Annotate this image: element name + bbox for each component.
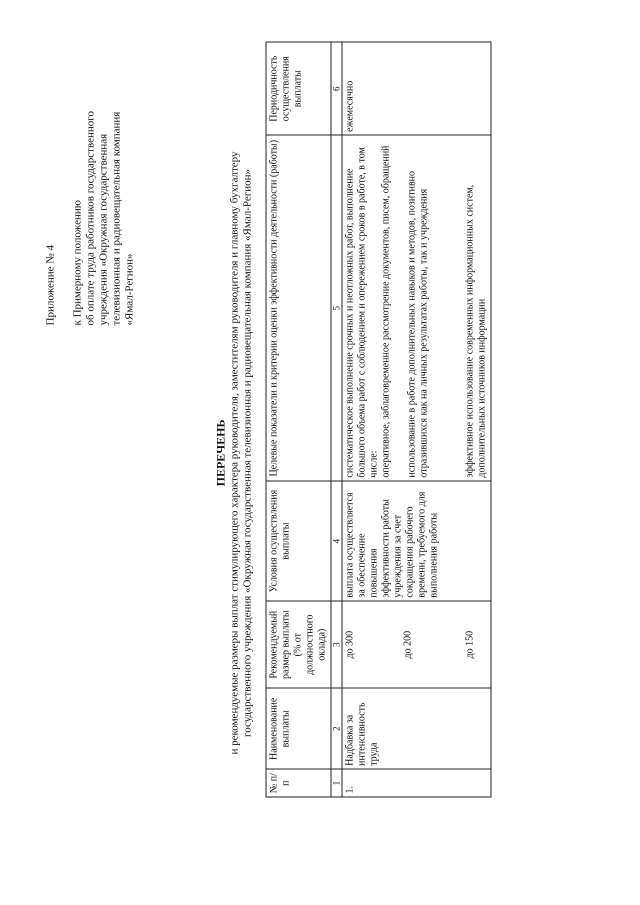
column-number: 3 — [331, 601, 342, 688]
header-criteria: Целевые показатели и критерии оценки эффективности деятельности (работы) — [266, 135, 331, 481]
column-number: 5 — [331, 135, 342, 481]
criteria-item: использование в работе дополнительных навыков и методов, позитивно отразившихся как на личных результатах работы, так и учреждения — [406, 170, 429, 478]
document-subtitle-line-2: государственного учреждения «Окружная государственная телевизионная и радиовещательная компания «Ямал-Регион» — [241, 168, 253, 737]
document-subtitle-line-1: и рекомендуемые размеры выплат стимулирующего характера руководителя, заместителям руководителя и главному бухгалтеру — [228, 151, 240, 754]
appendix-line: об оплате труда работников государственного — [84, 110, 96, 325]
appendix-line: к Примерному положению — [71, 199, 83, 325]
column-number: 4 — [331, 481, 342, 601]
appendix-line: «Ямал-Регион» — [123, 253, 135, 325]
column-number: 2 — [331, 688, 342, 769]
criteria-item: оперативное, заблаговременное рассмотрение документов, писем, обращений — [380, 144, 391, 478]
table-row — [342, 42, 491, 797]
row-payment-name: Надбавка за интенсивность труда — [342, 688, 491, 769]
payments-table — [265, 41, 491, 797]
appendix-line: учреждения «Окружная государственная — [97, 133, 109, 325]
document-heading — [213, 0, 254, 905]
criteria-item: систематическое выполнение срочных и неотложных работ, выполнение большого объема работ с соблюдением и опережением сроков в работе, в том числе: — [344, 146, 379, 478]
row-criteria — [342, 135, 491, 481]
appendix-block — [44, 25, 136, 325]
table-header-row — [266, 42, 331, 797]
header-number: № п/п — [266, 769, 331, 797]
header-periodicity: Периодичность осуществления выплаты — [266, 42, 331, 135]
row-payment-sizes — [342, 601, 491, 688]
header-payment-size: Рекомендуемый размер выплаты (% от должностного оклада) — [266, 601, 331, 688]
size-value: до 200 — [402, 630, 413, 658]
header-payment-name: Наименование выплаты — [266, 688, 331, 769]
appendix-title: Приложение № 4 — [44, 244, 56, 325]
size-value: до 150 — [464, 630, 475, 658]
row-periodicity: ежемесячно — [342, 42, 491, 135]
row-conditions: выплата осуществляется за обеспечение повышения эффективности работы учреждения за счет сокращения рабочего времени, требуемого для выполнения работы — [342, 481, 491, 601]
column-number: 6 — [331, 42, 342, 135]
appendix-line: телевизионная и радиовещательная компания — [110, 111, 122, 325]
header-conditions: Условия осуществления выплаты — [266, 481, 331, 601]
document-title: ПЕРЕЧЕНЬ — [213, 419, 227, 486]
criteria-item: эффективное использование современных информационных систем, дополнительных источников информации — [464, 184, 487, 478]
column-number: 1 — [331, 769, 342, 797]
row-number: 1. — [342, 769, 491, 797]
size-value: до 300 — [344, 630, 355, 658]
table-column-numbers-row — [331, 42, 342, 797]
